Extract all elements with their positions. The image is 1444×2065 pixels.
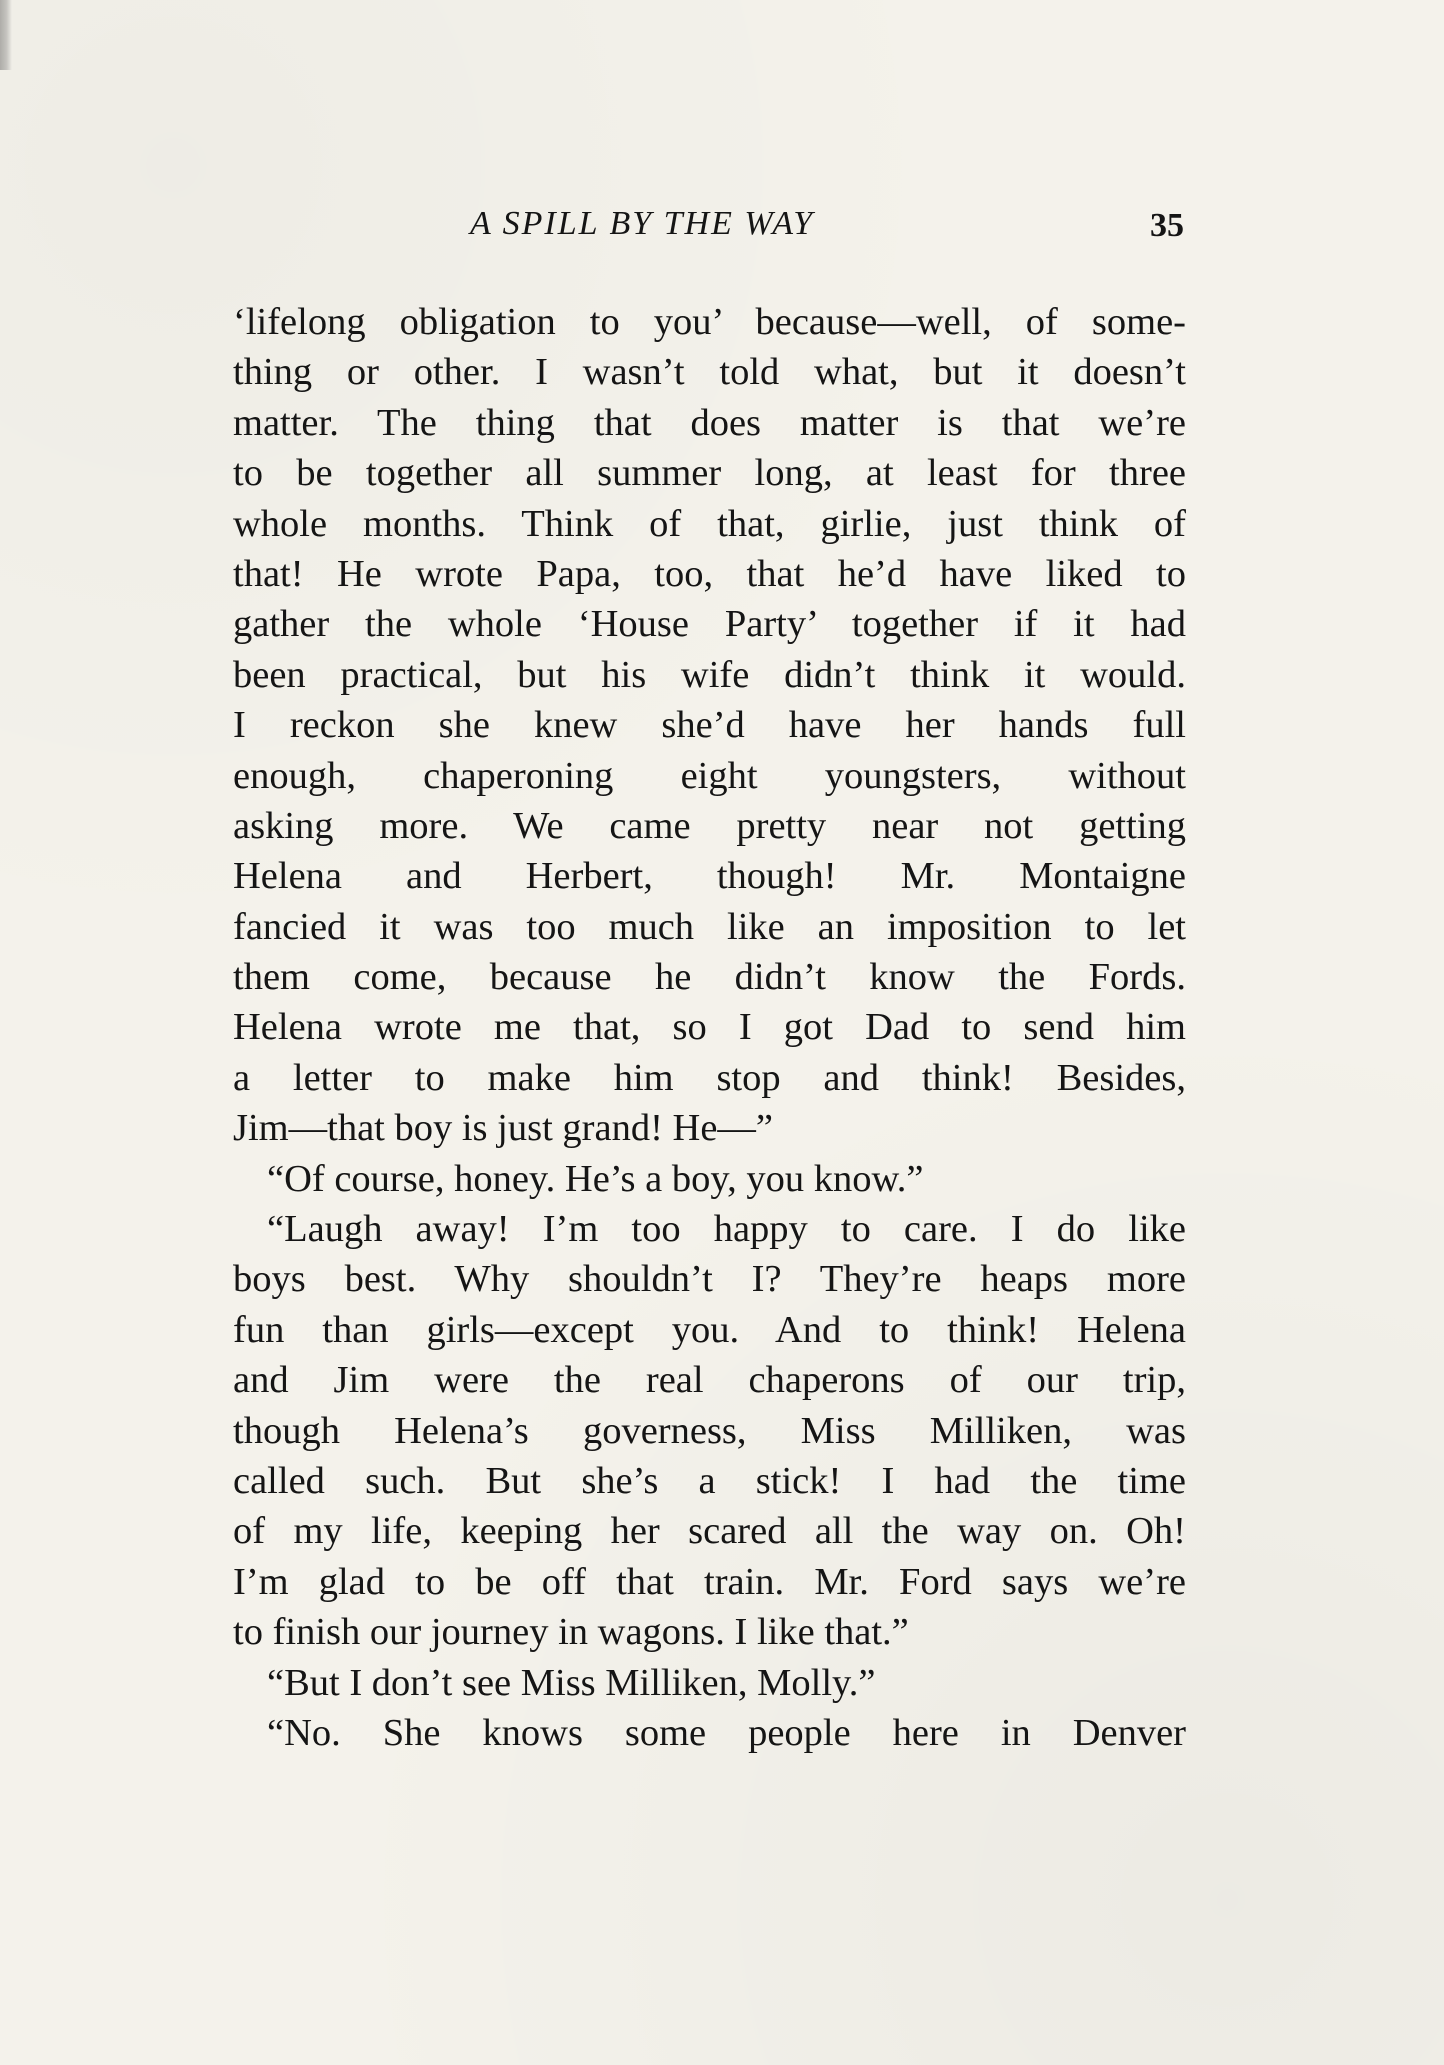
- text-line-12: Helena and Herbert, though! Mr. Montaigne: [233, 855, 1186, 898]
- text-line-10: enough, chaperoning eight youngsters, without: [233, 754, 1186, 797]
- page-edge-mark: [0, 0, 12, 70]
- running-title: A SPILL BY THE WAY: [470, 205, 815, 242]
- text-line-13: fancied it was too much like an imposition to let: [233, 905, 1186, 948]
- text-line-15: Helena wrote me that, so I got Dad to send him: [233, 1006, 1186, 1049]
- text-line-23: though Helena’s governess, Miss Milliken, was: [233, 1409, 1186, 1452]
- text-line-28: “But I don’t see Miss Milliken, Molly.”: [267, 1661, 876, 1704]
- running-header: [0, 205, 1444, 255]
- text-line-25: of my life, keeping her scared all the way on. Oh!: [233, 1510, 1186, 1553]
- text-line-17: Jim—that boy is just grand! He—”: [233, 1107, 773, 1150]
- text-line-4: to be together all summer long, at least for three: [233, 452, 1186, 495]
- text-line-8: been practical, but his wife didn’t think it would.: [233, 653, 1186, 696]
- text-line-20: boys best. Why shouldn’t I? They’re heaps more: [233, 1258, 1186, 1301]
- text-line-9: I reckon she knew she’d have her hands full: [233, 704, 1186, 747]
- text-line-3: matter. The thing that does matter is that we’re: [233, 401, 1186, 444]
- text-line-5: whole months. Think of that, girlie, just think of: [233, 502, 1186, 545]
- text-line-2: thing or other. I wasn’t told what, but it doesn’t: [233, 351, 1186, 394]
- text-line-24: called such. But she’s a stick! I had the time: [233, 1459, 1186, 1502]
- text-line-11: asking more. We came pretty near not getting: [233, 804, 1186, 847]
- text-line-26: I’m glad to be off that train. Mr. Ford says we’re: [233, 1560, 1186, 1603]
- text-line-29: “No. She knows some people here in Denver: [267, 1711, 1186, 1754]
- text-line-16: a letter to make him stop and think! Besides,: [233, 1056, 1186, 1099]
- text-line-7: gather the whole ‘House Party’ together if it had: [233, 603, 1186, 646]
- body-text: [233, 297, 1186, 1758]
- text-line-14: them come, because he didn’t know the Fords.: [233, 956, 1186, 999]
- page-number: 35: [1150, 207, 1184, 244]
- text-line-19: “Laugh away! I’m too happy to care. I do like: [267, 1208, 1186, 1251]
- text-line-18: “Of course, honey. He’s a boy, you know.”: [267, 1157, 924, 1200]
- text-line-6: that! He wrote Papa, too, that he’d have liked to: [233, 552, 1186, 595]
- text-line-1: ‘lifelong obligation to you’ because—well, of some-: [233, 301, 1186, 343]
- text-line-21: fun than girls—except you. And to think! Helena: [233, 1308, 1186, 1351]
- text-line-22: and Jim were the real chaperons of our trip,: [233, 1359, 1186, 1402]
- text-line-27: to finish our journey in wagons. I like that.”: [233, 1611, 909, 1654]
